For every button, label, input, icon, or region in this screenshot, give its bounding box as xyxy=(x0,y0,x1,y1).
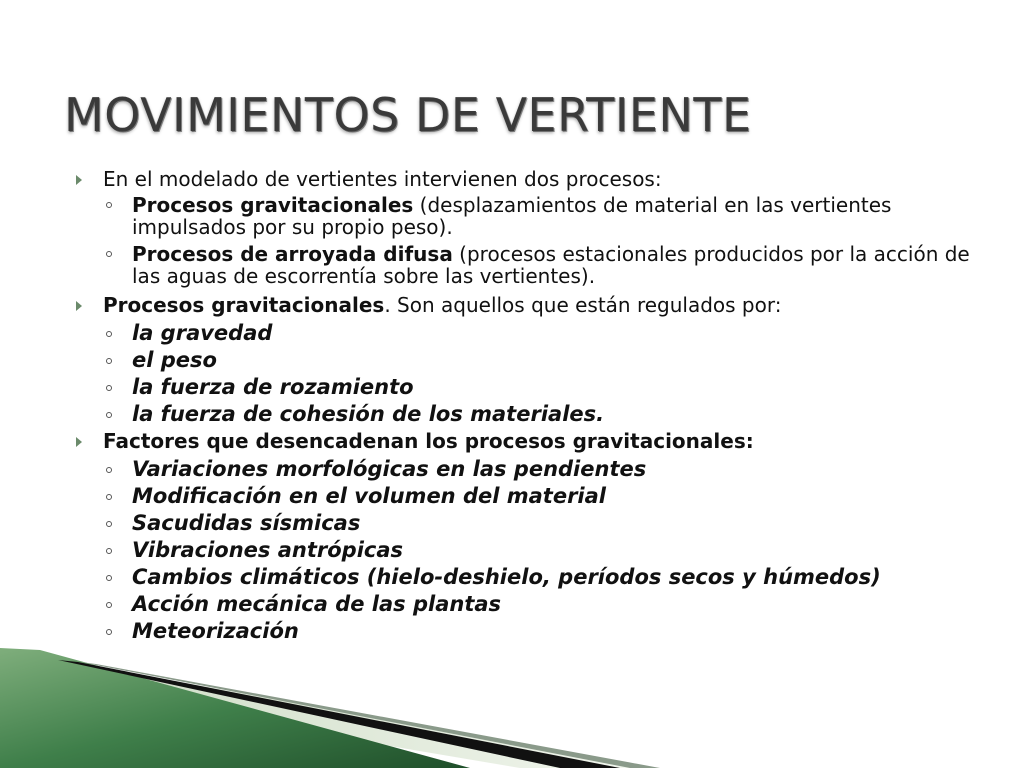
sub-bullet-text: Meteorización xyxy=(132,619,299,643)
sub-bullet-regulador xyxy=(74,320,974,346)
hollow-circle-icon xyxy=(106,629,112,635)
hollow-circle-icon xyxy=(106,548,112,554)
sub-bullet-regulador xyxy=(74,374,974,400)
right-triangle-icon xyxy=(76,301,82,311)
hollow-circle-icon xyxy=(106,331,112,337)
sub-bullet-text: la fuerza de rozamiento xyxy=(132,375,414,399)
sub-bullet-procesos-gravitacionales xyxy=(74,194,974,238)
sub-bullet-text: Vibraciones antrópicas xyxy=(132,538,404,562)
hollow-circle-icon xyxy=(106,602,112,608)
slide-title: MOVIMIENTOS DE VERTIENTE xyxy=(64,88,752,142)
bullet-text: Factores que desencadenan los procesos gravitacionales: xyxy=(103,429,754,453)
hollow-circle-icon xyxy=(106,575,112,581)
sub-bullet-text: la gravedad xyxy=(132,321,273,345)
sub-bullet-bold: Procesos gravitacionales xyxy=(132,193,414,217)
sub-bullet-text: Acción mecánica de las plantas xyxy=(132,592,502,616)
hollow-circle-icon xyxy=(106,385,112,391)
sub-bullet-regulador xyxy=(74,401,974,427)
hollow-circle-icon xyxy=(106,202,112,208)
hollow-circle-icon xyxy=(106,412,112,418)
slide-content xyxy=(74,166,974,645)
sub-bullet-regulador xyxy=(74,347,974,373)
sub-bullet-factor xyxy=(74,510,974,536)
sub-bullet-factor xyxy=(74,564,974,590)
bullet-text: En el modelado de vertientes intervienen dos procesos: xyxy=(103,167,662,191)
hollow-circle-icon xyxy=(106,251,112,257)
right-triangle-icon xyxy=(76,437,82,447)
sub-bullet-factor xyxy=(74,483,974,509)
sub-bullet-text: Modificación en el volumen del material xyxy=(132,484,606,508)
sub-bullet-text: Cambios climáticos (hielo-deshielo, períodos secos y húmedos) xyxy=(132,565,881,589)
sub-bullet-factor xyxy=(74,456,974,482)
right-triangle-icon xyxy=(76,175,82,185)
sub-bullet-text: Sacudidas sísmicas xyxy=(132,511,361,535)
sub-bullet-text: el peso xyxy=(132,348,217,372)
sub-bullet-text: (desplazamientos de material en las vertientes impulsados por su propio peso). xyxy=(132,193,892,239)
hollow-circle-icon xyxy=(106,521,112,527)
sub-bullet-text: la fuerza de cohesión de los materiales. xyxy=(132,402,605,426)
bullet-factores xyxy=(74,428,974,454)
hollow-circle-icon xyxy=(106,494,112,500)
sub-bullet-text: Variaciones morfológicas en las pendientes xyxy=(132,457,647,481)
sub-bullet-bold: Procesos de arroyada difusa xyxy=(132,242,453,266)
hollow-circle-icon xyxy=(106,358,112,364)
sub-bullet-factor xyxy=(74,591,974,617)
sub-bullet-factor xyxy=(74,537,974,563)
bullet-procesos-gravitacionales xyxy=(74,292,974,318)
sub-bullet-text: (procesos estacionales producidos por la acción de las aguas de escorrentía sobre las vertientes). xyxy=(132,242,970,288)
bullet-text: . Son aquellos que están regulados por: xyxy=(384,293,782,317)
bullet-bold: Procesos gravitacionales xyxy=(103,293,385,317)
sub-bullet-arroyada-difusa xyxy=(74,243,974,287)
green-stripe xyxy=(0,648,470,768)
hollow-circle-icon xyxy=(106,467,112,473)
bullet-modelado xyxy=(74,166,974,192)
decorative-stripes xyxy=(0,640,1024,768)
